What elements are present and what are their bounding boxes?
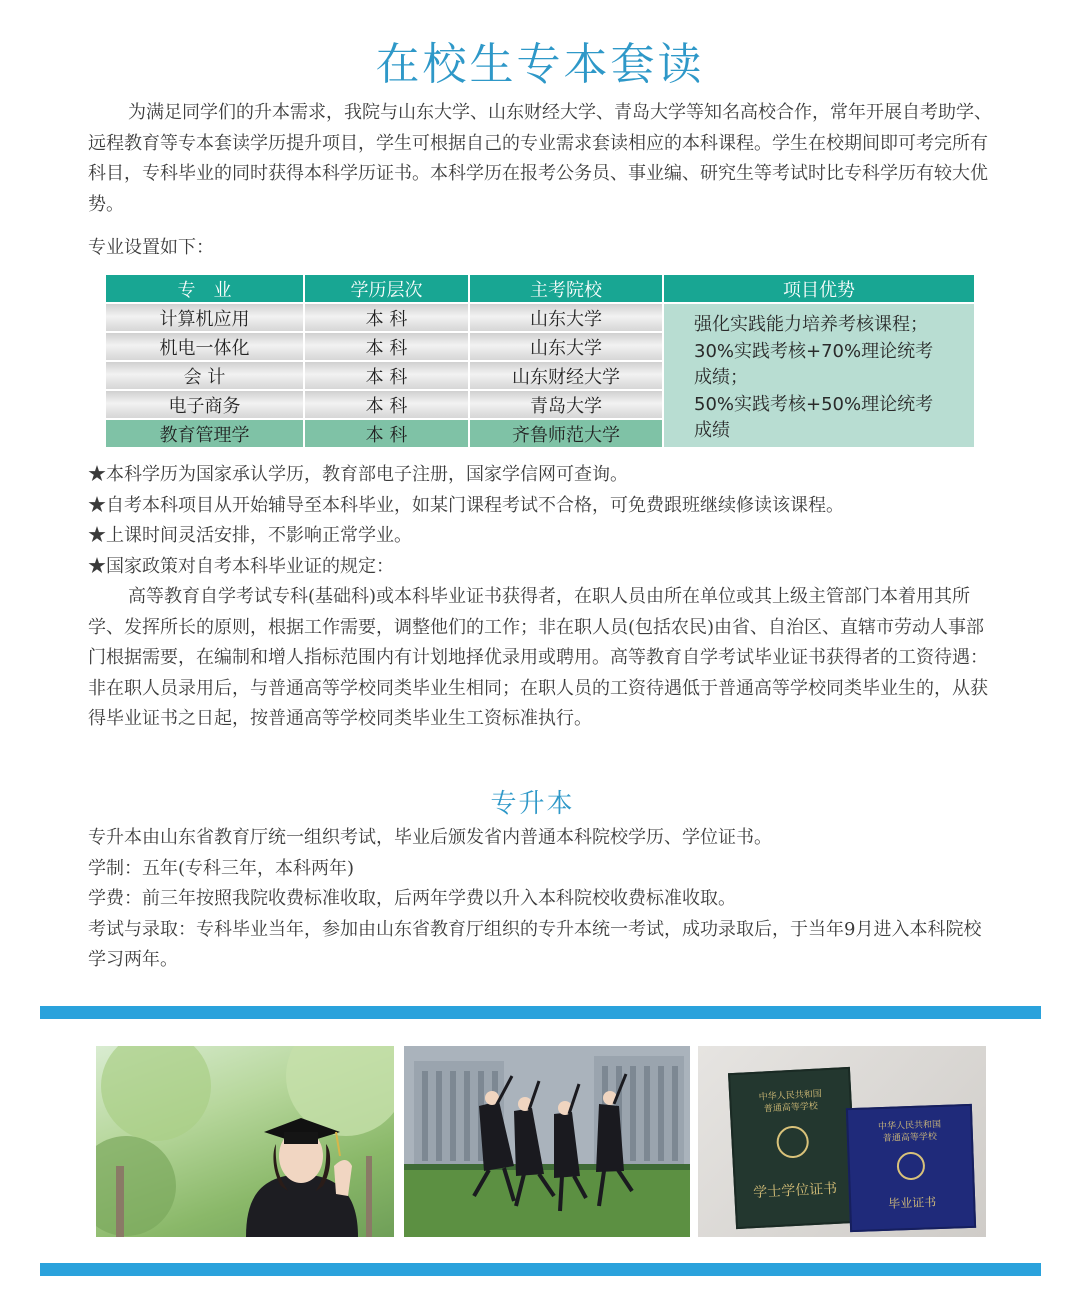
cert-title: 学士学位证书 bbox=[752, 1180, 838, 1202]
policy-paragraph: 高等教育自学考试专科(基础科)或本科毕业证书获得者，在职人员由所在单位或其上级主管部门本着用其所学、发挥所长的原则，根据工作需要，调整他们的工作；非在职人员(包括农民)由省、自治区、直辖市劳动人事部门根据需要，在编制和增人指标范围内有计划地择优录用或聘用。高等教育自学考试毕业证书获得者的工资待遇：非在职人员录用后，与普通高等学校同类毕业生相同；在职人员的工资待遇低于普通高等学校同类毕业生的，从获得毕业证书之日起，按普通高等学校同类毕业生工资标准执行。 bbox=[88, 586, 988, 729]
header-level: 学历层次 bbox=[305, 275, 468, 302]
emblem-icon bbox=[776, 1125, 810, 1159]
advantage-line: 30%实践考核+70%理论统考 bbox=[694, 340, 934, 362]
school-cell: 山东财经大学 bbox=[470, 362, 662, 389]
level-cell: 本 科 bbox=[305, 304, 468, 331]
note-item: ★上课时间灵活安排，不影响正常学业。 bbox=[88, 525, 412, 546]
cert-title: 毕业证书 bbox=[887, 1195, 937, 1211]
school-cell: 齐鲁师范大学 bbox=[470, 420, 662, 447]
zsb-line: 考试与录取：专科毕业当年，参加由山东省教育厅组织的专升本统一考试，成功录取后，于当年9月进入本科院校学习两年。 bbox=[88, 918, 982, 970]
zsb-section bbox=[88, 823, 993, 976]
header-school: 主考院校 bbox=[470, 275, 662, 302]
divider-bar-top bbox=[40, 1006, 1041, 1019]
advantage-line: 强化实践能力培养考核课程； bbox=[694, 314, 928, 335]
school-cell: 山东大学 bbox=[470, 304, 662, 331]
level-cell: 本 科 bbox=[305, 362, 468, 389]
majors-table bbox=[104, 273, 976, 449]
diploma-certificates-photo bbox=[698, 1046, 986, 1237]
school-cell: 青岛大学 bbox=[470, 391, 662, 418]
advantage-cell bbox=[664, 304, 974, 447]
graduation-certificate bbox=[846, 1104, 976, 1232]
major-cell: 计算机应用 bbox=[106, 304, 303, 331]
header-major: 专 业 bbox=[106, 275, 303, 302]
zsb-line: 专升本由山东省教育厅统一组织考试，毕业后颁发省内普通本科院校学历、学位证书。 bbox=[88, 827, 772, 848]
section-title-zsb: 专升本 bbox=[490, 789, 575, 819]
note-item: ★自考本科项目从开始辅导至本科毕业，如某门课程考试不合格，可免费跟班继续修读该课程。 bbox=[88, 494, 844, 516]
header-advantage: 项目优势 bbox=[664, 275, 974, 302]
intro-paragraph: 为满足同学们的升本需求，我院与山东大学、山东财经大学、青岛大学等知名高校合作，常年开展自考助学、远程教育等专本套读学历提升项目，学生可根据自己的专业需求套读相应的本科课程。学生在校期间即可考完所有科目，专科毕业的同时获得本科学历证书。本科学历在报考公务员、事业编、研究生等考试时比专科学历有较大优势。 bbox=[88, 102, 992, 215]
level-cell: 本 科 bbox=[305, 420, 468, 447]
graduate-portrait-photo bbox=[96, 1046, 394, 1237]
graduate-portrait-illustration bbox=[96, 1046, 394, 1237]
setup-label: 专业设置如下： bbox=[88, 237, 214, 258]
advantage-line: 成绩； bbox=[694, 367, 748, 388]
page-title: 在校生专本套读 bbox=[375, 39, 705, 90]
major-cell: 会 计 bbox=[106, 362, 303, 389]
table-header-row bbox=[106, 275, 974, 302]
cert-header-line: 中华人民共和国 bbox=[877, 1119, 942, 1133]
cert-header-line: 普通高等学校 bbox=[763, 1101, 819, 1115]
level-cell: 本 科 bbox=[305, 391, 468, 418]
zsb-line: 学费：前三年按照我院收费标准收取，后两年学费以升入本科院校收费标准收取。 bbox=[88, 888, 736, 909]
advantage-line: 50%实践考核+50%理论统考 bbox=[694, 393, 934, 415]
jumping-graduates-illustration bbox=[404, 1046, 690, 1237]
cert-header-line: 中华人民共和国 bbox=[758, 1089, 822, 1103]
advantage-line: 成绩 bbox=[694, 420, 730, 441]
zsb-line: 学制：五年(专科三年，本科两年) bbox=[88, 857, 355, 879]
school-cell: 山东大学 bbox=[470, 333, 662, 360]
note-item: ★本科学历为国家承认学历，教育部电子注册，国家学信网可查询。 bbox=[88, 464, 628, 485]
note-item: ★国家政策对自考本科毕业证的规定： bbox=[88, 555, 394, 577]
major-cell: 教育管理学 bbox=[106, 420, 303, 447]
notes-section bbox=[88, 460, 993, 735]
jumping-graduates-photo bbox=[404, 1046, 690, 1237]
divider-bar-bottom bbox=[40, 1263, 1041, 1276]
level-cell: 本 科 bbox=[305, 333, 468, 360]
major-cell: 机电一体化 bbox=[106, 333, 303, 360]
cert-header-line: 普通高等学校 bbox=[882, 1132, 938, 1144]
emblem-icon bbox=[896, 1152, 925, 1181]
table-row bbox=[106, 304, 974, 331]
bachelor-degree-certificate bbox=[728, 1067, 858, 1229]
major-cell: 电子商务 bbox=[106, 391, 303, 418]
